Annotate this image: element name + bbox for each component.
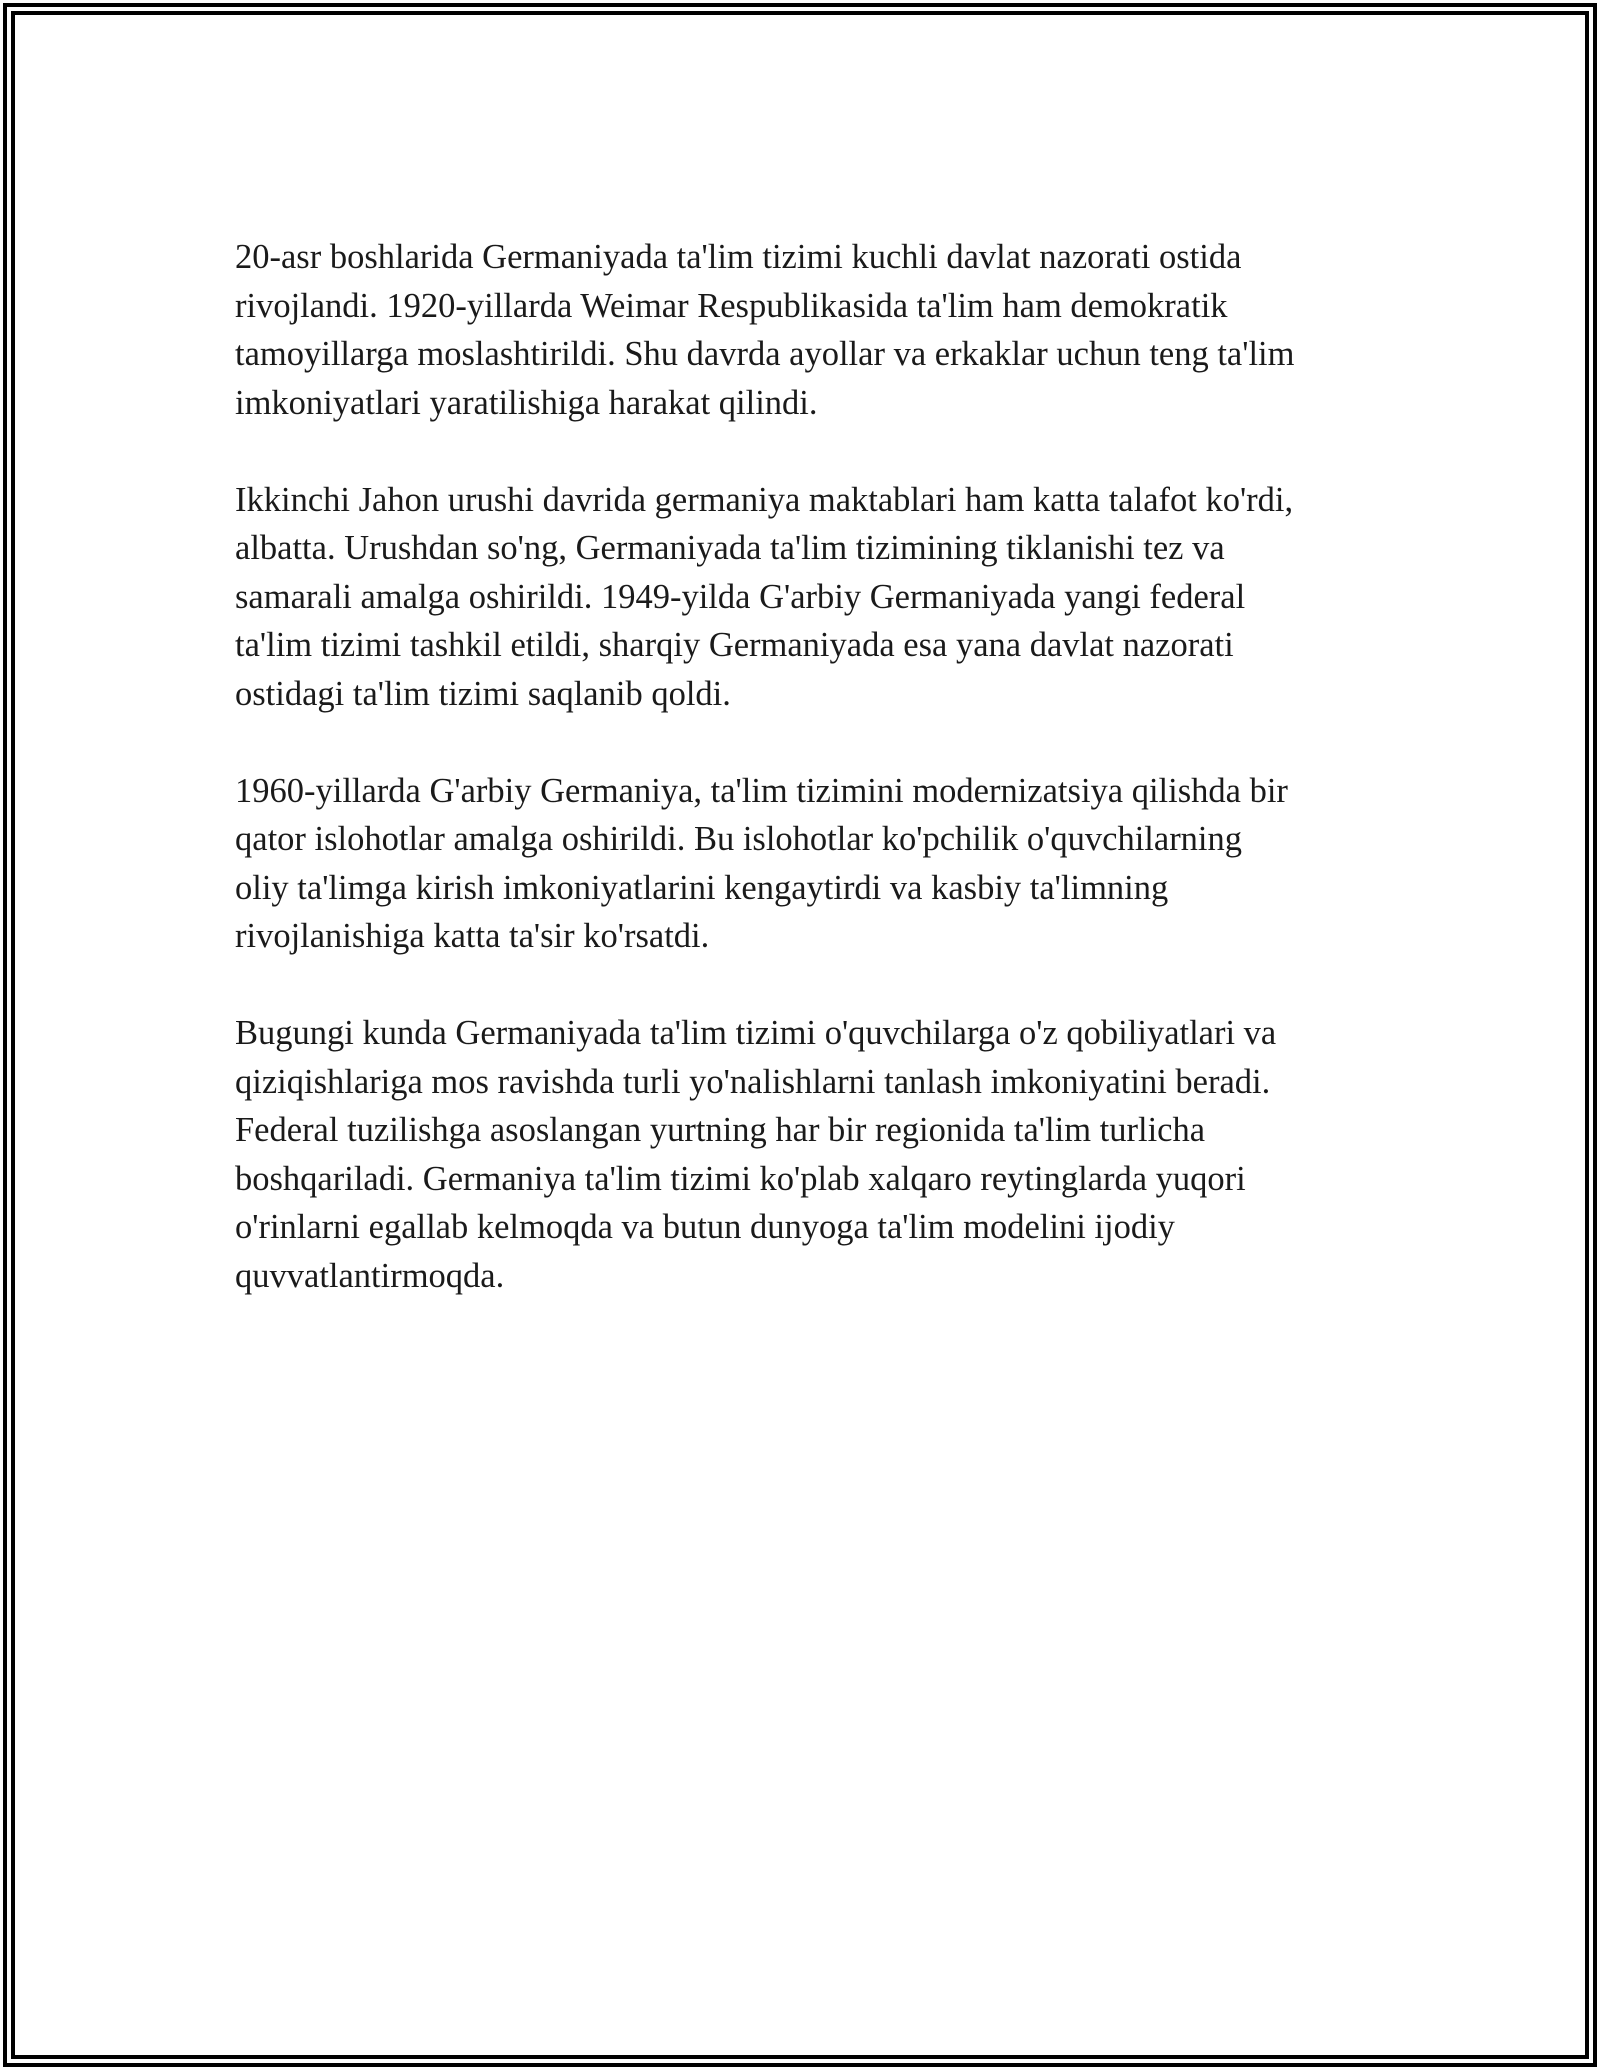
text-line: Federal tuzilishga asoslangan yurtning har bir regionida ta'lim turlicha: [235, 1111, 1206, 1149]
paragraph-2: [235, 476, 1405, 719]
text-line: Ikkinchi Jahon urushi davrida germaniya maktablari ham katta talafot ko'rdi,: [235, 480, 1294, 519]
text-line: Bugungi kunda Germaniyada ta'lim tizimi o'quvchilarga o'z qobiliyatlari va: [235, 1014, 1277, 1052]
text-line: o'rinlarni egallab kelmoqda va butun dunyoga ta'lim modelini ijodiy: [235, 1208, 1175, 1246]
text-line: boshqariladi. Germaniya ta'lim tizimi ko'plab xalqaro reytinglarda yuqori: [235, 1159, 1246, 1198]
text-line: imkoniyatlari yaratilishiga harakat qilindi.: [235, 383, 818, 422]
text-line: ta'lim tizimi tashkil etildi, sharqiy Germaniyada esa yana davlat nazorati: [235, 626, 1234, 664]
paragraph-4: [235, 1009, 1405, 1300]
text-line: 1960-yillarda G'arbiy Germaniya, ta'lim tizimini modernizatsiya qilishda bir: [235, 771, 1288, 810]
text-line: oliy ta'limga kirish imkoniyatlarini kengaytirdi va kasbiy ta'limning: [235, 868, 1169, 907]
text-line: rivojlandi. 1920-yillarda Weimar Respublikasida ta'lim ham demokratik: [235, 286, 1228, 325]
text-line: qiziqishlariga mos ravishda turli yo'nalishlarni tanlash imkoniyatini beradi.: [235, 1062, 1271, 1101]
text-line: qator islohotlar amalga oshirildi. Bu islohotlar ko'pchilik o'quvchilarning: [235, 820, 1243, 858]
text-line: samarali amalga oshirildi. 1949-yilda G'arbiy Germaniyada yangi federal: [235, 577, 1246, 616]
text-line: quvvatlantirmoqda.: [235, 1256, 505, 1295]
text-line: 20-asr boshlarida Germaniyada ta'lim tizimi kuchli davlat nazorati ostida: [235, 238, 1242, 276]
text-line: tamoyillarga moslashtirildi. Shu davrda ayollar va erkaklar uchun teng ta'lim: [235, 335, 1295, 373]
paragraph-1: [235, 233, 1405, 427]
text-line: rivojlanishiga katta ta'sir ko'rsatdi.: [235, 917, 710, 955]
document-body: [235, 233, 1405, 1349]
text-line: ostidagi ta'lim tizimi saqlanib qoldi.: [235, 674, 731, 713]
text-line: albatta. Urushdan so'ng, Germaniyada ta'lim tizimining tiklanishi tez va: [235, 529, 1225, 567]
paragraph-3: [235, 767, 1405, 961]
